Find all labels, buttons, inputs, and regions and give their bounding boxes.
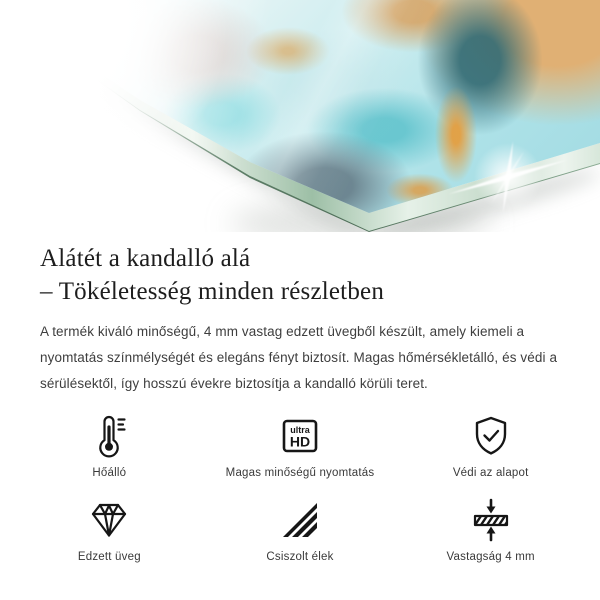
feature-label: Edzett üveg bbox=[77, 551, 141, 563]
feature-label: Csiszolt élek bbox=[266, 551, 334, 563]
feature-item-thickness-4mm bbox=[395, 493, 586, 563]
polished-edges-icon bbox=[276, 493, 324, 547]
page-title-line2: – Tökéletesség minden részletben bbox=[40, 278, 385, 305]
thickness-icon bbox=[467, 493, 515, 547]
feature-label: Hőálló bbox=[92, 467, 127, 479]
feature-item-tempered-glass bbox=[14, 493, 205, 563]
feature-item-polished-edges bbox=[205, 493, 396, 563]
page-title bbox=[40, 242, 560, 308]
feature-label: Magas minőségű nyomtatás bbox=[225, 467, 375, 479]
ultra-hd-badge-top: ultra bbox=[290, 425, 310, 435]
shield-check-icon bbox=[467, 409, 515, 463]
ultra-hd-badge-bottom: HD bbox=[289, 433, 311, 450]
feature-item-protects-base bbox=[395, 409, 586, 479]
diamond-icon bbox=[85, 493, 133, 547]
product-image bbox=[0, 0, 600, 232]
feature-item-heat-resistant bbox=[14, 409, 205, 479]
feature-label: Védi az alapot bbox=[452, 467, 529, 479]
feature-grid bbox=[14, 409, 586, 563]
sparkle-icon bbox=[428, 115, 588, 232]
thermometer-icon bbox=[85, 409, 133, 463]
content-area bbox=[0, 242, 600, 563]
product-description: A termék kiváló minőségű, 4 mm vastag edzett üvegből készült, amely kiemeli a nyomtatás színmélységét és elegáns fényt biztosít. Magas hőmérsékletálló, és védi a sérülésektől, így hosszú évekre biztosítja a kandalló körüli teret. bbox=[40, 324, 558, 391]
feature-label: Vastagság 4 mm bbox=[446, 551, 535, 563]
feature-item-ultra-hd-print bbox=[205, 409, 396, 479]
ultra-hd-icon bbox=[276, 409, 324, 463]
page-title-line1: Alátét a kandalló alá bbox=[40, 245, 251, 272]
